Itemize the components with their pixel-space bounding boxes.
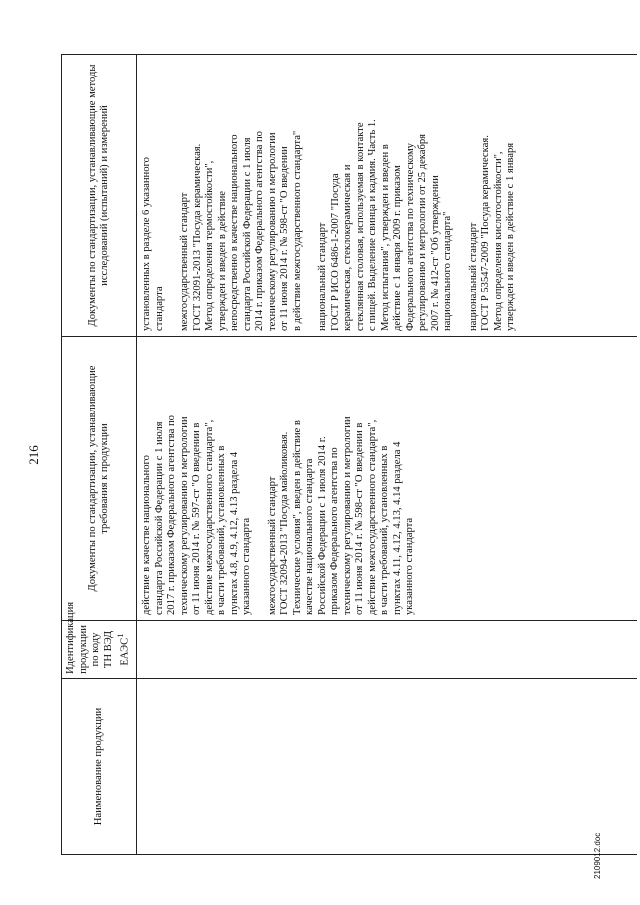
header-product-code-text: Идентификация продукции по коду ТН ВЭД ЕАЭС <box>65 601 132 674</box>
table-row <box>137 55 638 855</box>
methods-paragraph-2: межгосударственный стандарт ГОСТ 32091-2013 "Посуда керамическая. Метод определения термостойкости", утвержден и введен в действие непосредственно в качестве национального стандарта Российской Федерации с 1 июля 2014 г. приказом Федерального агентства по техническому регулированию и метрологии от 11 июня 2014 г. № 598-ст "О введении в действие межгосударственного стандарта" <box>179 130 303 331</box>
cell-product-code <box>137 621 638 679</box>
standards-table <box>61 54 637 855</box>
header-product-name: Наименование продукции <box>62 679 137 855</box>
cell-product-name <box>137 679 638 855</box>
header-methods-docs: Документы по стандартизации, устанавливающие методы исследований (испытаний) и измерений <box>62 55 137 337</box>
header-product-code <box>62 601 137 679</box>
methods-paragraph-1: установленных в разделе 6 указанного стандарта <box>141 157 165 331</box>
requirements-paragraph-2: межгосударственный стандарт ГОСТ 32094-2013 "Посуда майоликовая. Технические условия", введен в действие в качестве национального стандарта Российской Федерации с 1 июля 2014 г. приказом Федерального агентства по техническому регулированию и метрологии от 11 июня 2014 г. № 598-ст "О введении в действие межгосударственного стандарта", в части требований, установленных в пунктах 4.11, 4.12, 4.13, 4.14 раздела 4 указанного стандарта <box>266 416 415 615</box>
table-header-row <box>62 55 137 855</box>
requirements-paragraph-1: действие в качестве национального стандарта Российской Федерации с 1 июля 2017 г. приказом Федерального агентства по техническому регулированию и метрологии от 11 июня 2014 г. № 597-ст "О введении в действие межгосударственного стандарта", в части требований, установленных в пунктах 4.8, 4.9, 4.12, 4.13 раздела 4 указанного стандарта <box>141 415 252 615</box>
methods-paragraph-3: национальный стандарт ГОСТ Р ИСО 6486-1-2007 "Посуда керамическая, стеклокерамическая и стеклянная столовая, используемая в контакте с пищей. Выделение свинца и кадмия. Часть 1. Метод испытания", утвержден и введен в действие с 1 января 2009 г. приказом Федерального агентства по техническому регулированию и метрологии от 25 декабря 2007 г. № 412-ст "Об утверждении национального стандарта" <box>317 119 453 331</box>
methods-paragraph-4: национальный стандарт ГОСТ Р 53547-2009 "Посуда керамическая. Метод определения кислотостойкости", утвержден и введен в действие с 1 января <box>467 135 516 331</box>
footnote-mark: 1 <box>115 633 126 638</box>
cell-requirements <box>137 337 638 621</box>
file-code: 2109012.doc <box>593 832 602 879</box>
page-number: 216 <box>26 445 41 465</box>
rotated-sheet <box>5 25 605 885</box>
cell-methods <box>137 55 638 337</box>
header-requirements-docs: Документы по стандартизации, устанавливающие требования к продукции <box>62 337 137 621</box>
